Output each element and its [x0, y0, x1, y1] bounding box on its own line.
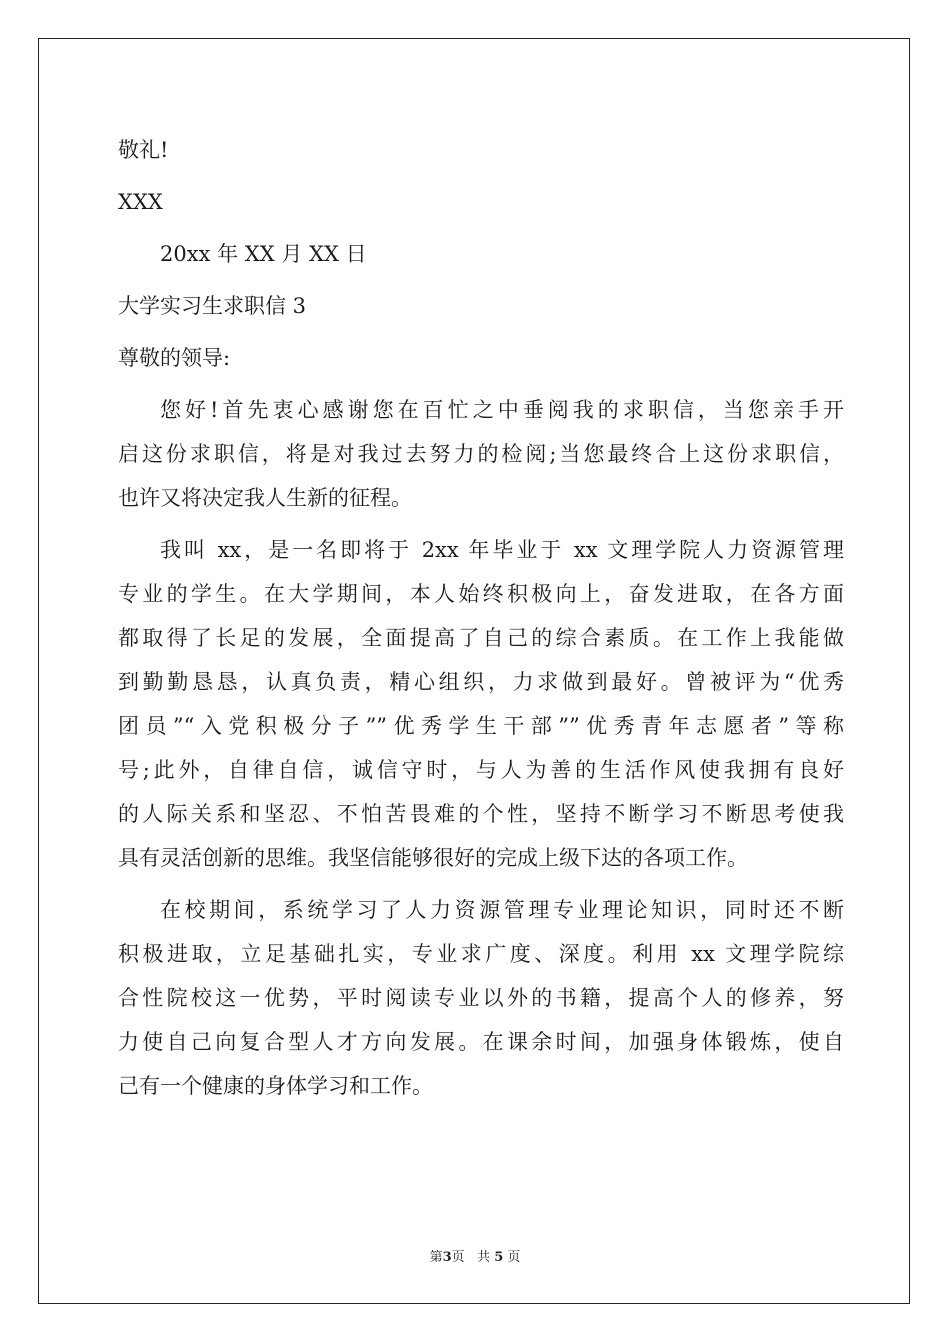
page-footer: [0, 1246, 950, 1265]
page-current: 3: [442, 1250, 452, 1265]
total-label: 页: [507, 1250, 521, 1265]
paragraph-row: 都取得了长足的发展，全面提高了自己的综合素质。在工作上我能做: [118, 626, 844, 650]
paragraph-row: 专业的学生。在大学期间，本人始终积极向上，奋发进取，在各方面: [118, 582, 844, 606]
page-label: 页: [451, 1250, 465, 1265]
paragraph-row: 也许又将决定我人生新的征程。: [118, 486, 412, 510]
paragraph-row: 团员”“入党积极分子””优秀学生干部””优秀青年志愿者”等称: [118, 714, 844, 738]
paragraph-row: 到勤勤恳恳，认真负责，精心组织，力求做到最好。曾被评为“优秀: [118, 670, 844, 694]
page-total: 5: [494, 1250, 504, 1265]
section-title: 大学实习生求职信 3: [118, 294, 307, 318]
signature-line: XXX: [118, 190, 163, 214]
paragraph-row: 合性院校这一优势，平时阅读专业以外的书籍，提高个人的修养，努: [118, 986, 844, 1010]
paragraph-row: 积极进取，立足基础扎实，专业求广度、深度。利用 xx 文理学院综: [118, 942, 844, 966]
page-prefix: 第: [429, 1250, 443, 1265]
paragraph-row: 您好!首先衷心感谢您在百忙之中垂阅我的求职信，当您亲手开: [160, 398, 844, 422]
paragraph-row: 号;此外，自律自信，诚信守时，与人为善的生活作风使我拥有良好: [118, 758, 844, 782]
paragraph-row: 在校期间，系统学习了人力资源管理专业理论知识，同时还不断: [160, 898, 844, 922]
paragraph-row: 我叫 xx，是一名即将于 2xx 年毕业于 xx 文理学院人力资源管理: [160, 538, 844, 562]
paragraph-row: 具有灵活创新的思维。我坚信能够很好的完成上级下达的各项工作。: [118, 846, 748, 870]
total-prefix: 共: [477, 1250, 491, 1265]
paragraph-row: 力使自己向复合型人才方向发展。在课余时间，加强身体锻炼，使自: [118, 1030, 844, 1054]
paragraph-greeting: [118, 388, 844, 520]
closing-line: 敬礼!: [118, 138, 169, 162]
paragraph-introduction: [118, 528, 844, 880]
paragraph-row: 己有一个健康的身体学习和工作。: [118, 1074, 433, 1098]
date-line: 20xx 年 XX 月 XX 日: [160, 242, 367, 266]
paragraph-row: 启这份求职信，将是对我过去努力的检阅;当您最终合上这份求职信，: [118, 442, 844, 466]
paragraph-row: 的人际关系和坚忍、不怕苦畏难的个性，坚持不断学习不断思考使我: [118, 802, 844, 826]
letter-body: [118, 128, 844, 1116]
salutation: 尊敬的领导:: [118, 346, 231, 370]
paragraph-studies: [118, 888, 844, 1108]
